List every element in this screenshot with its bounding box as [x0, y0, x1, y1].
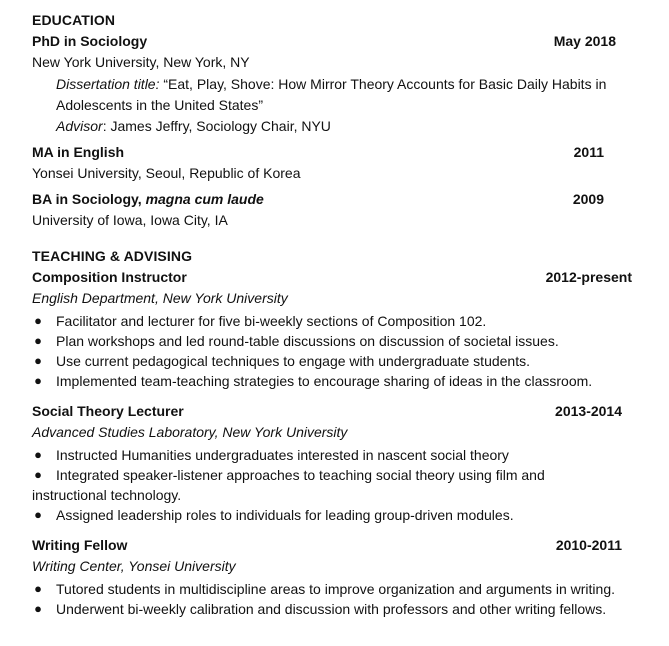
dissertation-text-line2: Adolescents in the United States” — [56, 97, 264, 113]
bullet-icon: ● — [34, 373, 42, 388]
dissertation-text-line1: “Eat, Play, Shove: How Mirror Theory Accounts for Basic Daily Habits in — [159, 76, 607, 92]
job-entry-composition-instructor — [32, 267, 632, 288]
job-entry-writing-fellow — [32, 535, 632, 556]
job-bullets — [32, 445, 632, 525]
advisor-value: : James Jeffry, Sociology Chair, NYU — [102, 118, 331, 134]
resume-page — [32, 10, 632, 619]
advisor-line — [32, 116, 632, 137]
school-name: New York University, New York, NY — [32, 54, 250, 70]
list-item-text: Plan workshops and led round-table discussions on discussion of societal issues. — [56, 333, 559, 349]
degree-date: 2011 — [573, 144, 604, 160]
education-entry-phd — [32, 31, 632, 52]
advisor-label: Advisor — [56, 118, 103, 134]
job-date: 2010-2011 — [555, 537, 622, 553]
list-item — [32, 599, 632, 619]
job-date: 2012-present — [545, 269, 632, 285]
list-item-text: Integrated speaker-listener approaches to teaching social theory using film and instructional technology. — [32, 467, 545, 503]
job-entry-social-theory-lecturer — [32, 401, 632, 422]
dissertation-title — [32, 73, 632, 116]
list-item-text: Assigned leadership roles to individuals for leading group-driven modules. — [56, 507, 514, 523]
list-item — [32, 445, 632, 465]
dissertation-label: Dissertation title: — [56, 76, 160, 92]
job-bullets — [32, 311, 632, 391]
education-entry-ba — [32, 189, 632, 210]
list-item — [32, 311, 632, 331]
list-item-text: Tutored students in multidiscipline areas to improve organization and arguments in writing. — [56, 581, 615, 597]
list-item — [32, 331, 632, 351]
list-item-text: Instructed Humanities undergraduates interested in nascent social theory — [56, 447, 509, 463]
bullet-icon: ● — [34, 507, 42, 522]
bullet-icon: ● — [34, 447, 42, 462]
degree-date: 2009 — [572, 191, 604, 207]
teaching-heading: TEACHING & ADVISING — [32, 248, 193, 264]
list-item-text: Use current pedagogical techniques to engage with undergraduate students. — [56, 353, 530, 369]
education-entry-ma — [32, 142, 632, 163]
degree-title: MA in English — [32, 144, 125, 160]
bullet-icon: ● — [34, 581, 42, 596]
bullet-icon: ● — [34, 467, 42, 482]
job-title: Composition Instructor — [32, 269, 187, 285]
degree-date: May 2018 — [553, 33, 616, 49]
job-org: English Department, New York University — [32, 290, 288, 306]
degree-name: BA in Sociology, — [32, 191, 146, 207]
list-item-text: Facilitator and lecturer for five bi-weekly sections of Composition 102. — [56, 313, 487, 329]
job-title: Social Theory Lecturer — [32, 403, 184, 419]
job-title: Writing Fellow — [32, 537, 128, 553]
job-bullets — [32, 579, 632, 619]
job-date: 2013-2014 — [555, 403, 622, 419]
job-org: Advanced Studies Laboratory, New York University — [32, 424, 348, 440]
education-heading: EDUCATION — [32, 12, 116, 28]
bullet-icon: ● — [34, 313, 42, 328]
list-item — [32, 371, 632, 391]
list-item — [32, 465, 592, 505]
list-item — [32, 505, 632, 525]
school-name: University of Iowa, Iowa City, IA — [32, 212, 228, 228]
degree-honors: magna cum laude — [145, 191, 264, 207]
school-name: Yonsei University, Seoul, Republic of Korea — [32, 165, 301, 181]
list-item — [32, 351, 632, 371]
list-item-text: Underwent bi-weekly calibration and discussion with professors and other writing fellows. — [56, 601, 607, 617]
job-org: Writing Center, Yonsei University — [32, 558, 236, 574]
list-item-text: Implemented team-teaching strategies to encourage sharing of ideas in the classroom. — [56, 373, 593, 389]
bullet-icon: ● — [34, 601, 42, 616]
bullet-icon: ● — [34, 353, 42, 368]
degree-title — [32, 189, 264, 210]
list-item — [32, 579, 632, 599]
degree-title: PhD in Sociology — [32, 33, 148, 49]
bullet-icon: ● — [34, 333, 42, 348]
